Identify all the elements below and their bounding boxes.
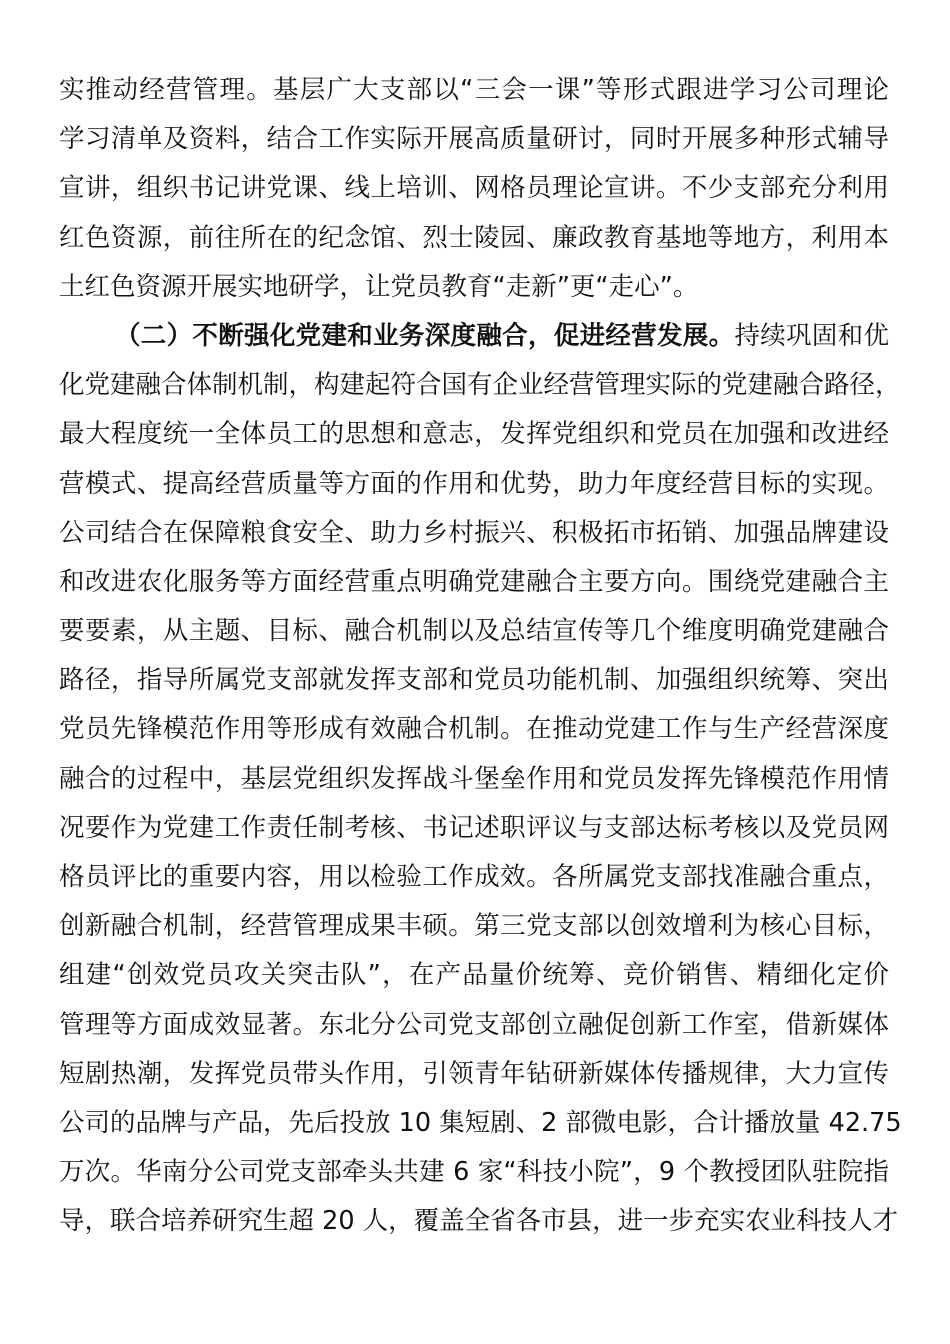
paragraph-2-line: 营模式、提高经营质量等方面的作用和优势，助力年度经营目标的实现。 (59, 468, 889, 499)
paragraph-2-line: 格员评比的重要内容，用以检验工作成效。各所属党支部找准融合重点， (59, 862, 889, 892)
paragraph-1-line-1: 实推动经营管理。基层广大支部以“三会一课”等形式跟进学习公司理论 (59, 75, 889, 105)
paragraph-2-line: 况要作为党建工作责任制考核、书记述职评议与支部达标考核以及党员网 (59, 812, 889, 843)
paragraph-2-line: 要要素，从主题、目标、融合机制以及总结宣传等几个维度明确党建融合 (59, 616, 889, 647)
paragraph-2-line: 融合的过程中，基层党组织发挥战斗堡垒作用和党员发挥先锋模范作用情 (59, 763, 889, 794)
paragraph-2-line: 导，联合培养研究生超 20 人，覆盖全省各市县，进一步充实农业科技人才 (59, 1206, 899, 1237)
paragraph-2-line: 公司的品牌与产品，先后投放 10 集短剧、2 部微电影，合计播放量 42.75 (59, 1107, 902, 1138)
paragraph-2-line: 组建“创效党员攻关突击队”，在产品量价统筹、竞价销售、精细化定价 (59, 960, 889, 991)
paragraph-2-line: 公司结合在保障粮食安全、助力乡村振兴、积极拓市拓销、加强品牌建设 (59, 517, 889, 548)
paragraph-2-line: 管理等方面成效显著。东北分公司党支部创立融促创新工作室，借新媒体 (59, 1009, 889, 1040)
paragraph-2-line: 党员先锋模范作用等形成有效融合机制。在推动党建工作与生产经营深度 (59, 714, 889, 745)
paragraph-1-line-2: 学习清单及资料，结合工作实际开展高质量研讨，同时开展多种形式辅导 (59, 124, 889, 155)
paragraph-1-line-5: 土红色资源开展实地研学，让党员教育“走新”更“走心”。 (59, 271, 699, 302)
paragraph-1-line-4: 红色资源，前往所在的纪念馆、烈士陵园、廉政教育基地等地方，利用本 (59, 222, 889, 253)
paragraph-2-line: 最大程度统一全体员工的思想和意志，发挥党组织和党员在加强和改进经 (59, 419, 889, 450)
paragraph-1-line-3: 宣讲，组织书记讲党课、线上培训、网格员理论宣讲。不少支部充分利用 (59, 173, 889, 204)
paragraph-2-line: 万次。华南分公司党支部牵头共建 6 家“科技小院”，9 个教授团队驻院指 (59, 1157, 889, 1188)
paragraph-2-line: 路径，指导所属党支部就发挥支部和党员功能机制、加强组织统筹、突出 (59, 665, 889, 696)
paragraph-2-line: 短剧热潮，发挥党员带头作用，引领青年钻研新媒体传播规律，大力宣传 (59, 1058, 889, 1089)
paragraph-2-line: 和改进农化服务等方面经营重点明确党建融合主要方向。围绕党建融合主 (59, 566, 889, 597)
paragraph-2-first-line (59, 312, 889, 361)
paragraph-2-first-line-text: 持续巩固和优 (734, 320, 889, 351)
section-heading: （二）不断强化党建和业务深度融合，促进经营发展。 (115, 320, 735, 351)
document-body (59, 66, 902, 1247)
paragraph-2-line: 创新融合机制，经营管理成果丰硕。第三党支部以创效增利为核心目标， (59, 911, 889, 942)
paragraph-2-line: 化党建融合体制机制，构建起符合国有企业经营管理实际的党建融合路径， (59, 370, 901, 401)
